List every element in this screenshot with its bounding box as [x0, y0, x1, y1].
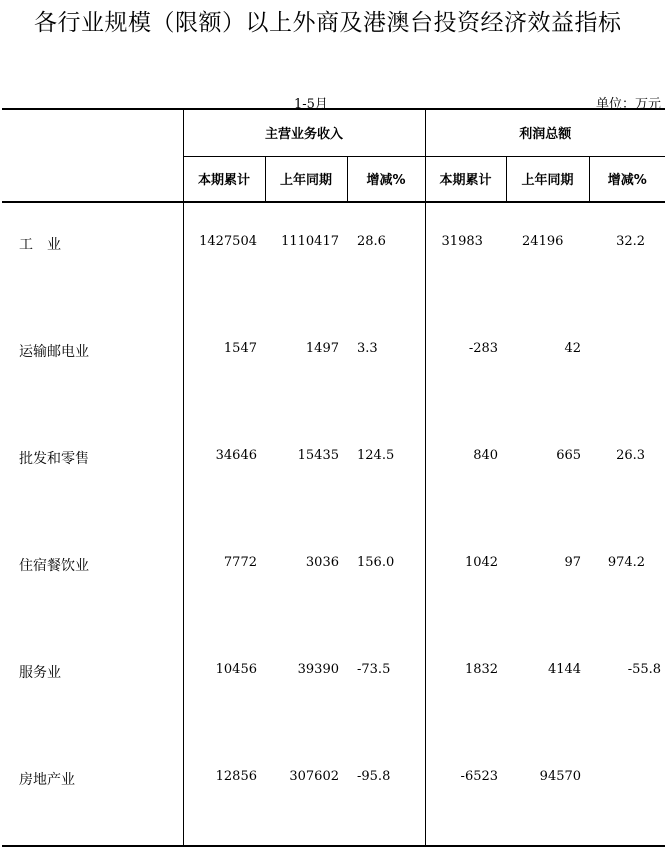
profit-current-cell: 31983 — [425, 202, 506, 310]
profit-lastyear-cell: 97 — [564, 555, 582, 570]
row-label: 批发和零售 — [19, 451, 89, 467]
table-row — [2, 417, 665, 524]
profit-change-cell: 26.3 — [616, 448, 646, 463]
profit-change-cell — [589, 738, 665, 846]
group-header-profit: 利润总额 — [425, 109, 665, 156]
revenue-change-cell: -73.5 — [357, 662, 391, 677]
unit-label: 单位：万元 — [595, 97, 661, 112]
revenue-change-cell: 28.6 — [357, 234, 386, 249]
table-row — [2, 738, 665, 846]
revenue-change-cell: 3.3 — [357, 341, 378, 356]
row-label: 房地产业 — [2, 738, 183, 846]
revenue-current-cell: 34646 — [183, 417, 265, 524]
row-label: 运输邮电业 — [19, 344, 89, 360]
col-header-revenue-current: 本期累计 — [183, 156, 265, 202]
profit-current-cell: 1042 — [425, 524, 506, 631]
revenue-lastyear-cell: 39390 — [297, 662, 339, 677]
profit-current-cell: -283 — [425, 310, 506, 417]
revenue-change-cell: 124.5 — [357, 448, 395, 463]
profit-current-cell: 840 — [425, 417, 506, 524]
col-header-profit-change: 增减% — [589, 156, 665, 202]
table-row — [2, 631, 665, 738]
revenue-change-cell: -95.8 — [347, 738, 425, 846]
profit-lastyear-cell: 24196 — [522, 234, 564, 249]
profit-lastyear-cell: 42 — [564, 341, 582, 356]
revenue-lastyear-cell: 1497 — [305, 341, 339, 356]
profit-change-cell: -55.8 — [627, 662, 662, 677]
col-header-profit-lastyear: 上年同期 — [506, 156, 589, 202]
profit-current-cell: 1832 — [425, 631, 506, 738]
row-label: 服务业 — [19, 665, 61, 681]
col-header-revenue-change: 增减% — [347, 156, 425, 202]
period-label: 1-5月 — [294, 97, 328, 112]
table-row — [2, 202, 665, 310]
row-label: 工 业 — [19, 237, 61, 253]
revenue-current-cell: 1427504 — [183, 202, 265, 310]
profit-lastyear-cell: 665 — [556, 448, 582, 463]
revenue-lastyear-cell: 3036 — [305, 555, 339, 570]
profit-change-cell — [589, 310, 665, 417]
row-label: 住宿餐饮业 — [19, 558, 89, 574]
profit-lastyear-cell: 94570 — [506, 738, 589, 846]
revenue-current-cell: 12856 — [183, 738, 265, 846]
revenue-lastyear-cell: 1110417 — [281, 234, 339, 249]
indicator-table — [2, 108, 665, 847]
profit-change-cell: 32.2 — [616, 234, 646, 249]
profit-change-cell: 974.2 — [607, 555, 646, 570]
revenue-lastyear-cell: 307602 — [265, 738, 347, 846]
header-blank-cell — [2, 109, 183, 156]
revenue-current-cell: 1547 — [183, 310, 265, 417]
revenue-current-cell: 10456 — [183, 631, 265, 738]
table-row — [2, 310, 665, 417]
profit-lastyear-cell: 4144 — [547, 662, 582, 677]
header-blank-cell — [2, 156, 183, 202]
group-header-revenue: 主营业务收入 — [183, 109, 425, 156]
table-row — [2, 524, 665, 631]
revenue-lastyear-cell: 15435 — [297, 448, 339, 463]
col-header-profit-current: 本期累计 — [425, 156, 506, 202]
revenue-current-cell: 7772 — [183, 524, 265, 631]
report-title: 各行业规模（限额）以上外商及港澳台投资经济效益指标 — [34, 10, 622, 36]
revenue-change-cell: 156.0 — [357, 555, 395, 570]
col-header-revenue-lastyear: 上年同期 — [265, 156, 347, 202]
profit-current-cell: -6523 — [425, 738, 506, 846]
